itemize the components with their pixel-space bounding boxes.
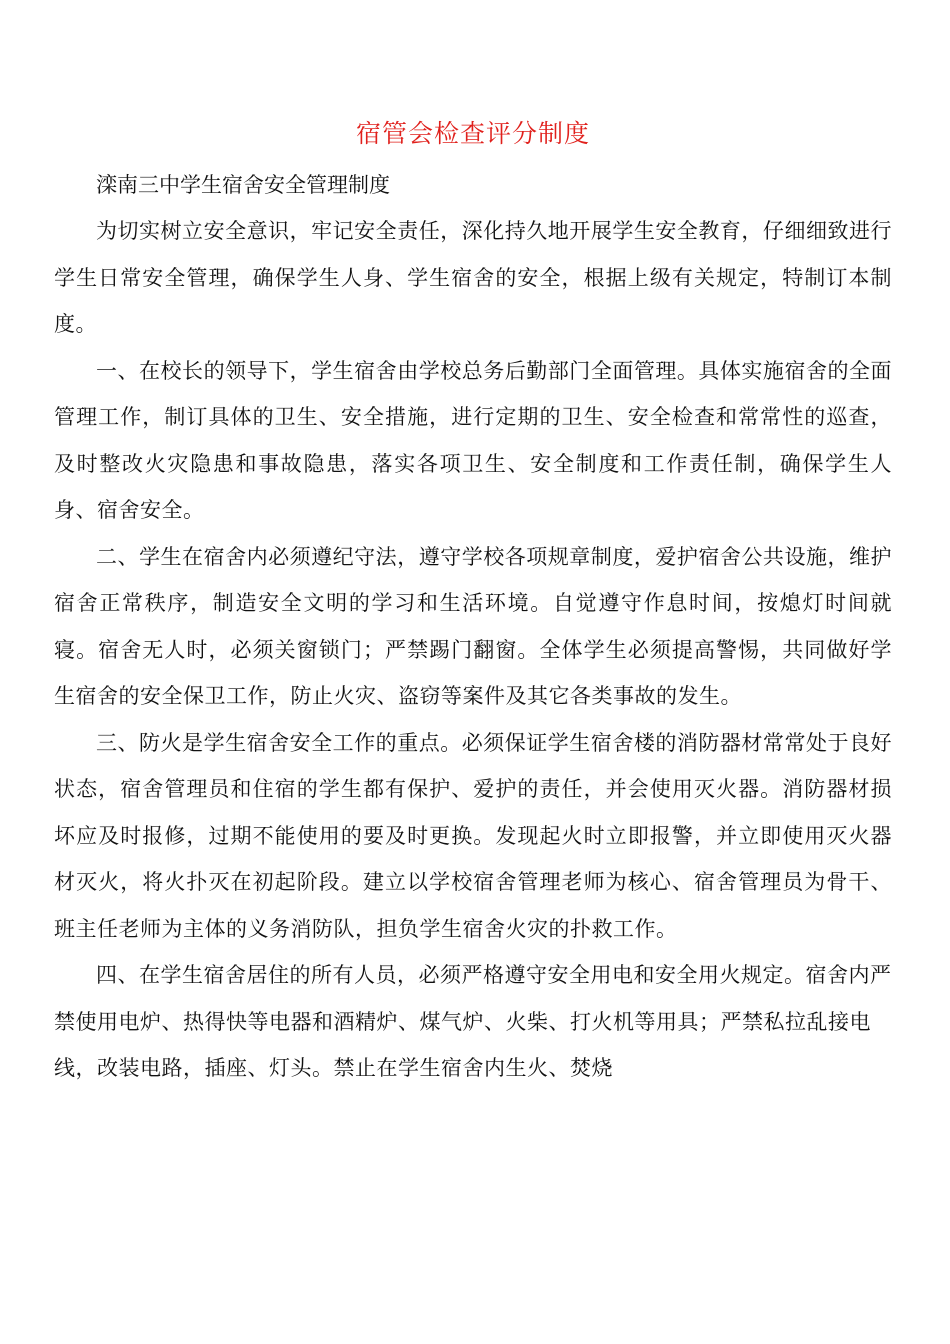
paragraph-clause-3: 三、防火是学生宿舍安全工作的重点。必须保证学生宿舍楼的消防器材常常处于良好状态，宿舍管理员和住宿的学生都有保护、爱护的责任，并会使用灭火器。消防器材损坏应及时报修，过期不能使用的要及时更换。发现起火时立即报警，并立即使用灭火器材灭火，将火扑灭在初起阶段。建立以学校宿舍管理老师为核心、宿舍管理员为骨干、班主任老师为主体的义务消防队，担负学生宿舍火灾的扑救工作。 xyxy=(54,730,892,941)
document-subtitle: 滦南三中学生宿舍安全管理制度 xyxy=(96,173,390,197)
paragraph-clause-2: 二、学生在宿舍内必须遵纪守法，遵守学校各项规章制度，爱护宿舍公共设施，维护宿舍正常秩序，制造安全文明的学习和生活环境。自觉遵守作息时间，按熄灯时间就寝。宿舍无人时，必须关窗锁门；严禁踢门翻窗。全体学生必须提高警惕，共同做好学生宿舍的安全保卫工作，防止火灾、盗窃等案件及其它各类事故的发生。 xyxy=(54,544,892,708)
document-title: 宿管会检查评分制度 xyxy=(355,119,590,148)
paragraph-intro: 为切实树立安全意识，牢记安全责任，深化持久地开展学生安全教育，仔细细致进行学生日常安全管理，确保学生人身、学生宿舍的安全，根据上级有关规定，特制订本制度。 xyxy=(54,219,892,336)
document-page xyxy=(54,112,892,1092)
paragraph-clause-1: 一、在校长的领导下，学生宿舍由学校总务后勤部门全面管理。具体实施宿舍的全面管理工作，制订具体的卫生、安全措施，进行定期的卫生、安全检查和常常性的巡查，及时整改火灾隐患和事故隐患，落实各项卫生、安全制度和工作责任制，确保学生人身、宿舍安全。 xyxy=(54,358,892,522)
paragraph-clause-4: 四、在学生宿舍居住的所有人员，必须严格遵守安全用电和安全用火规定。宿舍内严禁使用电炉、热得快等电器和酒精炉、煤气炉、火柴、打火机等用具；严禁私拉乱接电线，改装电路，插座、灯头。禁止在学生宿舍内生火、焚烧 xyxy=(54,963,892,1080)
